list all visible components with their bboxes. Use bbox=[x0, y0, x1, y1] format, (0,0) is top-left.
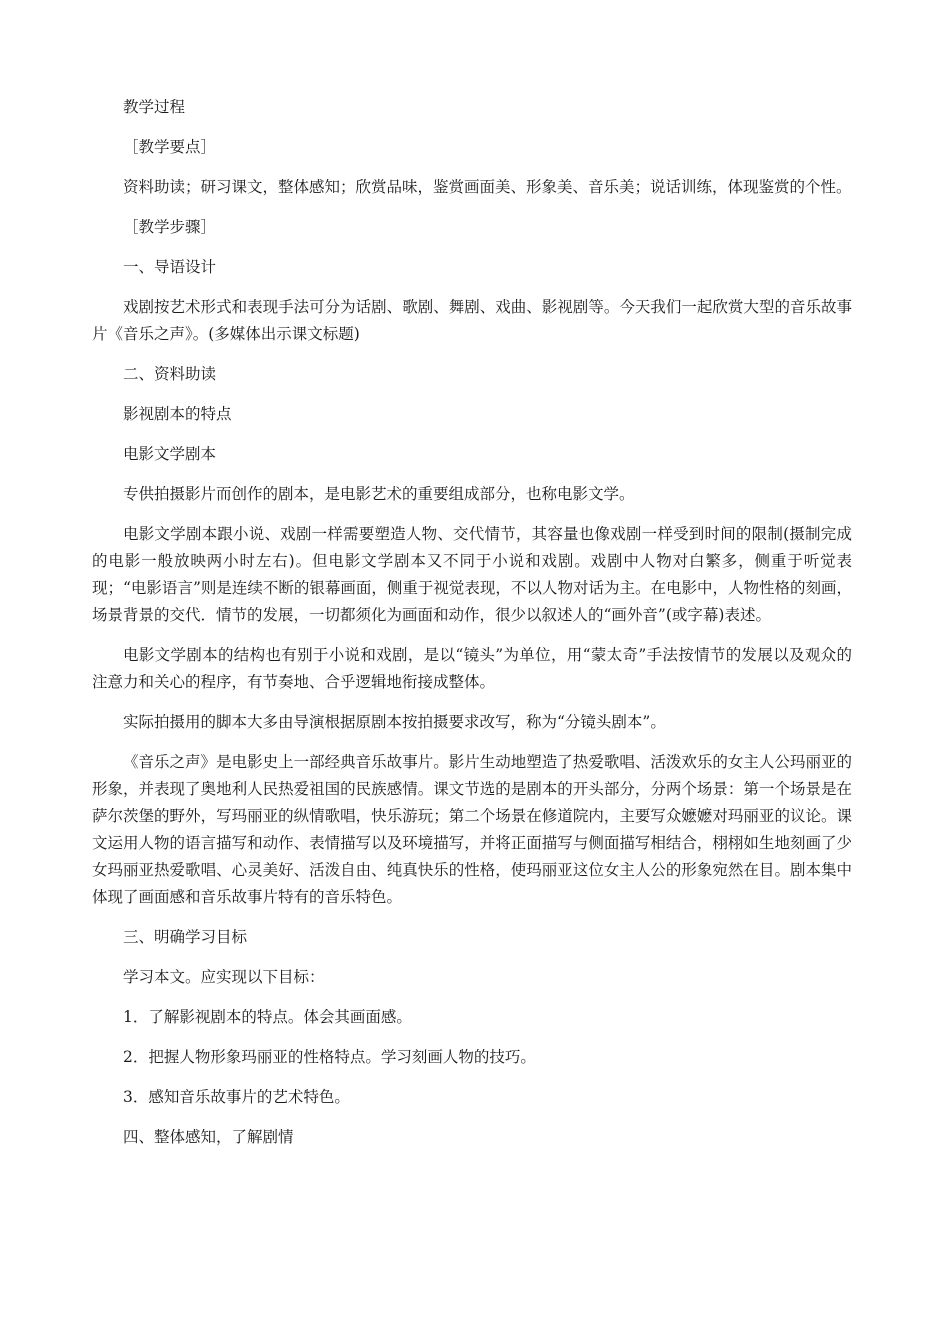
list-item: 2．把握人物形象玛丽亚的性格特点。学习刻画人物的技巧。 bbox=[123, 1048, 536, 1066]
body-paragraph: 实际拍摄用的脚本大多由导演根据原剧本按拍摄要求改写，称为“分镜头剧本”。 bbox=[123, 713, 666, 731]
body-paragraph: 电影文学剧本的结构也有别于小说和戏剧，是以“镜头”为单位，用“蒙太奇”手法按情节的发展以及观众的注意力和关心的程序，有节奏地、合乎逻辑地衔接成整体。 bbox=[92, 646, 852, 691]
bracket-heading: ［教学要点］ bbox=[123, 138, 217, 156]
list-item: 1．了解影视剧本的特点。体会其画面感。 bbox=[123, 1008, 412, 1026]
section-heading: 教学过程 bbox=[123, 98, 186, 116]
body-paragraph: 资料助读；研习课文，整体感知；欣赏品味，鉴赏画面美、形象美、音乐美；说话训练，体现鉴赏的个性。 bbox=[123, 178, 852, 196]
section-heading: 一、导语设计 bbox=[123, 258, 217, 276]
body-paragraph: 戏剧按艺术形式和表现手法可分为话剧、歌剧、舞剧、戏曲、影视剧等。今天我们一起欣赏大型的音乐故事片《音乐之声》。(多媒体出示课文标题) bbox=[92, 298, 852, 343]
body-paragraph: 电影文学剧本跟小说、戏剧一样需要塑造人物、交代情节，其容量也像戏剧一样受到时间的限制(摄制完成的电影一般放映两小时左右)。但电影文学剧本又不同于小说和戏剧。戏剧中人物对白繁多，侧重于听觉表现；“电影语言”则是连续不断的银幕画面，侧重于视觉表现，不以人物对话为主。在电影中，人物性格的刻画，场景背景的交代．情节的发展，一切都须化为画面和动作，很少以叙述人的“画外音”(或字幕)表述。 bbox=[92, 525, 852, 624]
body-paragraph: 《音乐之声》是电影史上一部经典音乐故事片。影片生动地塑造了热爱歌唱、活泼欢乐的女主人公玛丽亚的形象，并表现了奥地利人民热爱祖国的民族感情。课文节选的是剧本的开头部分，分两个场景：第一个场景是在萨尔茨堡的野外，写玛丽亚的纵情歌唱，快乐游玩；第二个场景在修道院内，主要写众嬷嬷对玛丽亚的议论。课文运用人物的语言描写和动作、表情描写以及环境描写，并将正面描写与侧面描写相结合，栩栩如生地刻画了少女玛丽亚热爱歌唱、心灵美好、活泼自由、纯真快乐的性格，使玛丽亚这位女主人公的形象宛然在目。剧本集中体现了画面感和音乐故事片特有的音乐特色。 bbox=[92, 753, 852, 906]
bracket-heading: ［教学步骤］ bbox=[123, 218, 217, 236]
list-item: 3．感知音乐故事片的艺术特色。 bbox=[123, 1088, 350, 1106]
document-page bbox=[92, 94, 852, 1164]
subheading: 电影文学剧本 bbox=[123, 445, 217, 463]
body-paragraph: 学习本文。应实现以下目标： bbox=[123, 968, 325, 986]
body-paragraph: 专供拍摄影片而创作的剧本，是电影艺术的重要组成部分，也称电影文学。 bbox=[123, 485, 635, 503]
section-heading: 三、明确学习目标 bbox=[123, 928, 248, 946]
section-heading: 二、资料助读 bbox=[123, 365, 217, 383]
subheading: 影视剧本的特点 bbox=[123, 405, 232, 423]
section-heading: 四、整体感知，了解剧情 bbox=[123, 1128, 294, 1146]
